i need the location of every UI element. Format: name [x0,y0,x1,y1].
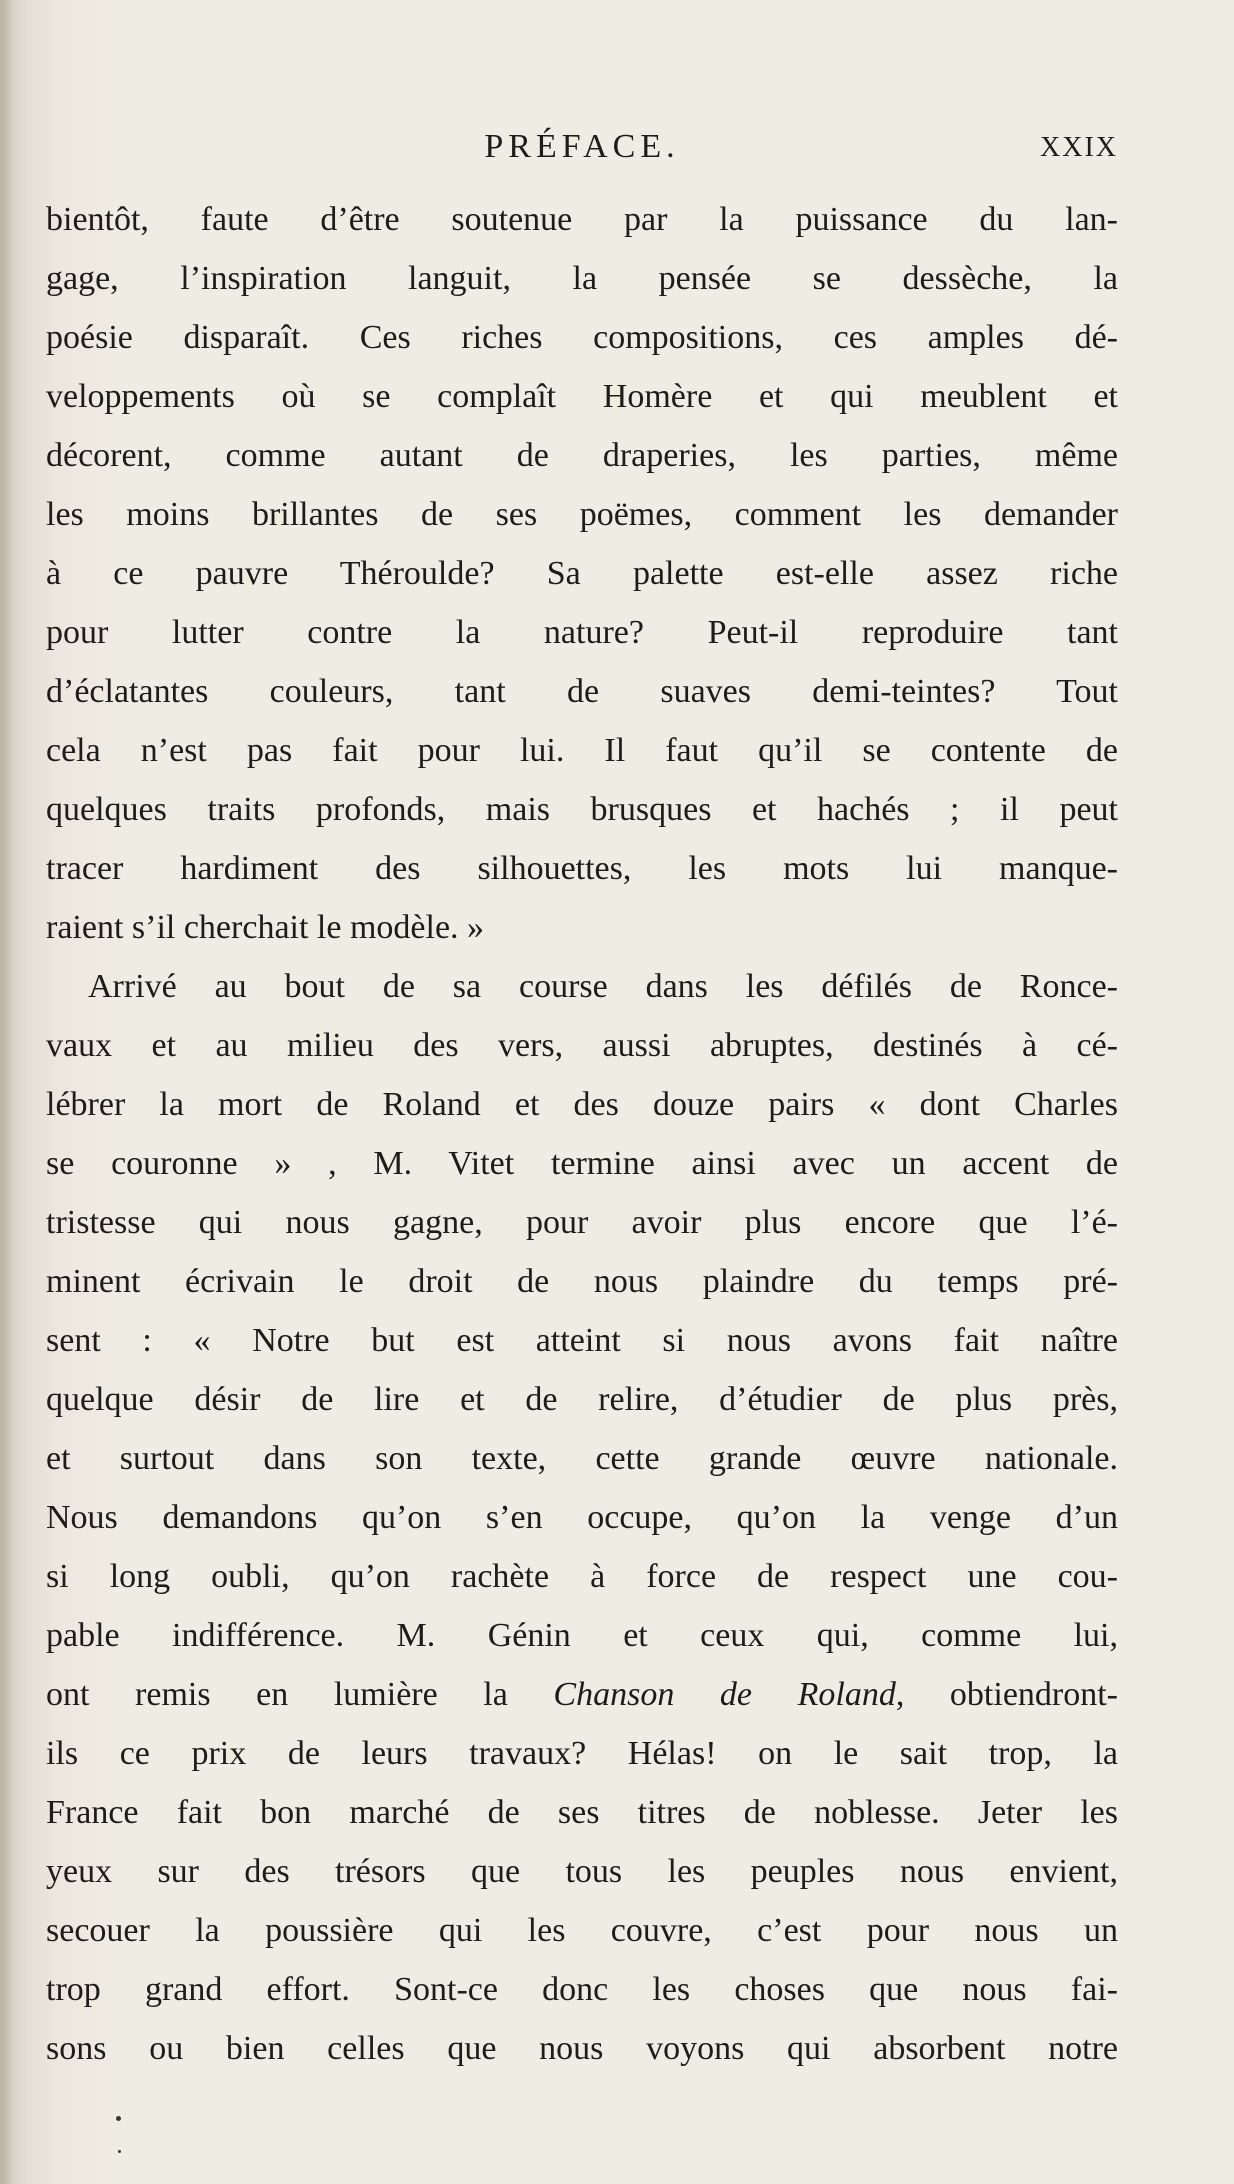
text-line: sent : « Notre but est atteint si nous avons fait naître [46,1322,1118,1359]
work-title-italic: Chanson de Roland [553,1676,896,1713]
text-line: lébrer la mort de Roland et des douze pairs « dont Charles [46,1086,1118,1123]
text-line: d’éclatantes couleurs, tant de suaves demi-teintes? Tout [46,673,1118,710]
text-line: ils ce prix de leurs travaux? Hélas! on le sait trop, la [46,1735,1118,1772]
body-text [46,190,1118,2078]
text-line: tristesse qui nous gagne, pour avoir plus encore que l’é- [46,1204,1118,1241]
text-line: Nous demandons qu’on s’en occupe, qu’on la venge d’un [46,1499,1118,1536]
text-line: secouer la poussière qui les couvre, c’est pour nous un [46,1912,1118,1949]
text-segment: ont remis en lumière la [46,1676,554,1713]
text-line: gage, l’inspiration languit, la pensée se dessèche, la [46,260,1118,297]
text-line: tracer hardiment des silhouettes, les mots lui manque- [46,850,1118,887]
text-line: trop grand effort. Sont-ce donc les choses que nous fai- [46,1971,1118,2008]
text-line: France fait bon marché de ses titres de noblesse. Jeter les [46,1794,1118,1831]
text-line: minent écrivain le droit de nous plaindre du temps pré- [46,1263,1118,1300]
text-segment: , obtiendront- [895,1676,1118,1713]
text-line: à ce pauvre Théroulde? Sa palette est-elle assez riche [46,555,1118,592]
text-line: poésie disparaît. Ces riches compositions, ces amples dé- [46,319,1118,356]
text-line: cela n’est pas fait pour lui. Il faut qu’il se contente de [46,732,1118,769]
text-line: pour lutter contre la nature? Peut-il reproduire tant [46,614,1118,651]
ink-speck [118,2150,121,2153]
text-line: quelque désir de lire et de relire, d’étudier de plus près, [46,1381,1118,1418]
text-line: veloppements où se complaît Homère et qui meublent et [46,378,1118,415]
gutter-shadow [0,0,14,2184]
text-line: bientôt, faute d’être soutenue par la puissance du lan- [46,201,1118,238]
ink-speck [116,2116,121,2121]
text-line: pable indifférence. M. Génin et ceux qui, comme lui, [46,1617,1118,1654]
text-line: décorent, comme autant de draperies, les parties, même [46,437,1118,474]
text-line: Arrivé au bout de sa course dans les défilés de Ronce- [88,968,1118,1005]
page-number: XXIX [1040,132,1118,163]
text-line: quelques traits profonds, mais brusques et hachés ; il peut [46,791,1118,828]
text-line: sons ou bien celles que nous voyons qui absorbent notre [46,2030,1118,2067]
running-title: PRÉFACE. [484,128,680,165]
text-line: se couronne » , M. Vitet termine ainsi avec un accent de [46,1145,1118,1182]
text-line: si long oubli, qu’on rachète à force de respect une cou- [46,1558,1118,1595]
text-line: et surtout dans son texte, cette grande œuvre nationale. [46,1440,1118,1477]
text-line-with-title [46,1665,1118,1724]
text-line: les moins brillantes de ses poëmes, comment les demander [46,496,1118,533]
text-line: raient s’il cherchait le modèle. » [46,909,485,946]
text-line: yeux sur des trésors que tous les peuples nous envient, [46,1853,1118,1890]
page-header [46,128,1118,168]
text-line: vaux et au milieu des vers, aussi abruptes, destinés à cé- [46,1027,1118,1064]
